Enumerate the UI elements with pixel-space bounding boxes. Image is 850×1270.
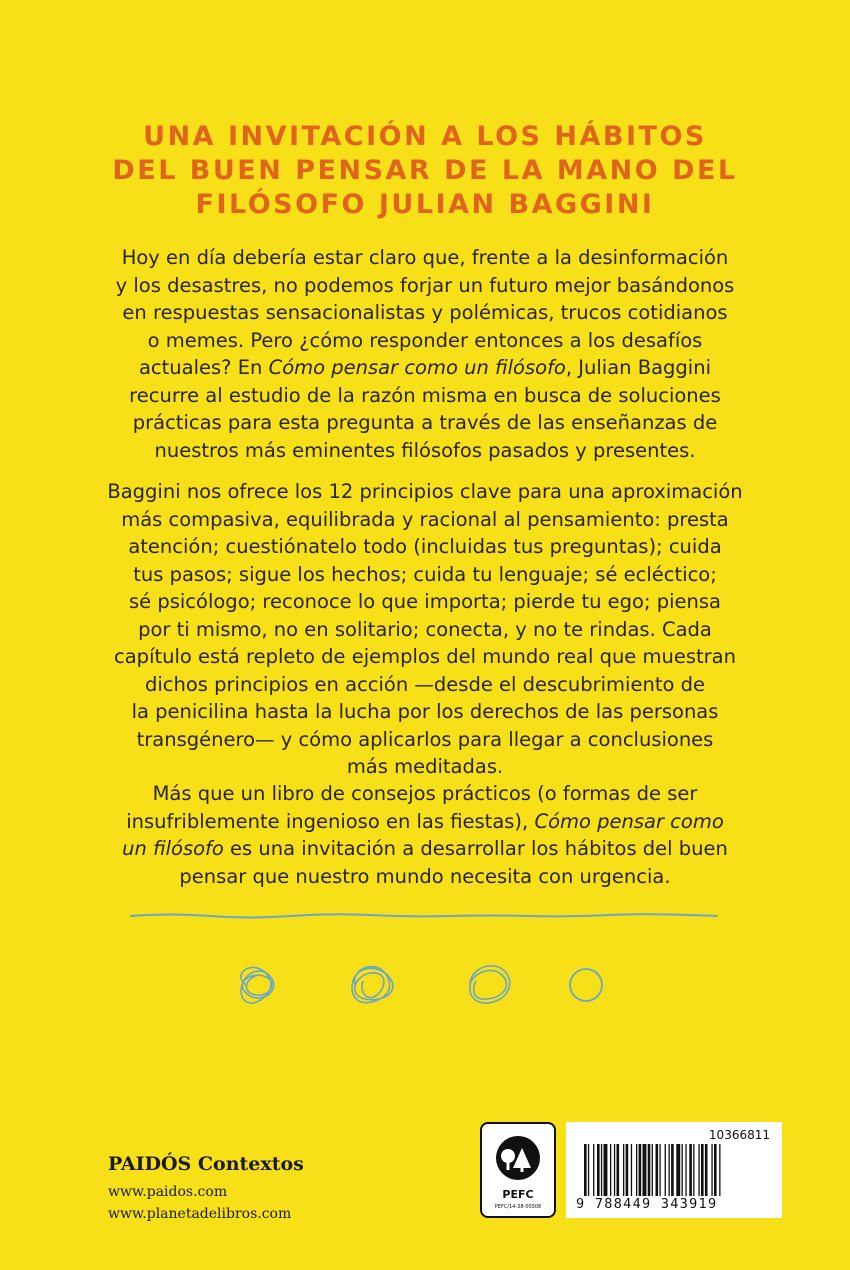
text-line: dichos principios en acción —desde el descubrimiento de — [145, 672, 705, 696]
paragraph-principles — [60, 478, 790, 781]
tangled-scribble-icon — [241, 967, 274, 1003]
barcode-bar — [659, 1144, 660, 1196]
text-line: la penicilina hasta la lucha por los derechos de las personas — [131, 700, 719, 723]
barcode-bar — [636, 1144, 637, 1196]
text-line: Más que un libro de consejos prácticos (o formas de ser — [152, 782, 698, 805]
barcode-bar — [656, 1144, 659, 1196]
pefc-code: PEFC/14-38-00308 — [494, 1204, 542, 1210]
publisher-url[interactable]: www.paidos.com — [108, 1184, 228, 1200]
text-line: o memes. Pero ¿cómo responder entonces a los desafíos — [147, 328, 703, 352]
barcode-bar — [617, 1144, 620, 1196]
barcode-bar — [597, 1144, 600, 1196]
text-line: más meditadas. — [346, 755, 504, 778]
pefc-tree-icon — [482, 1126, 554, 1188]
barcode-bar — [584, 1144, 587, 1196]
text-line: capítulo está repleto de ejemplos del mundo real que muestran — [114, 645, 736, 668]
barcode-bar — [631, 1144, 632, 1196]
barcode-bar — [705, 1144, 708, 1196]
barcode-bar — [685, 1144, 686, 1196]
tangled-scribble-icon — [352, 967, 393, 1003]
text-line: prácticas para esta pregunta a través de las enseñanzas de — [132, 411, 718, 434]
barcode-bar — [682, 1144, 683, 1196]
barcode-bar — [676, 1144, 680, 1196]
publisher-url[interactable]: www.planetadelibros.com — [108, 1206, 292, 1222]
text-span: es una invitación a desarrollar los hábitos del buen — [223, 837, 728, 860]
text-line: pensar que nuestro mundo necesita con urgencia. — [179, 864, 671, 888]
circle-icon — [570, 969, 602, 1001]
publisher-block — [108, 1153, 304, 1225]
text-line: tus pasos; sigue los hechos; cuida tu lenguaje; sé ecléctico; — [133, 562, 717, 586]
barcode-bar — [601, 1144, 602, 1196]
text-line: atención; cuestiónatelo todo (incluidas tus preguntas); cuida — [128, 535, 722, 558]
text-line — [60, 808, 790, 836]
headline-line: FILÓSOFO JULIAN BAGGINI — [195, 189, 655, 220]
scribble-sequence — [228, 955, 608, 1015]
barcode-bar — [623, 1144, 624, 1196]
text-span: , Julian Baggini — [565, 356, 712, 379]
barcode-bar — [610, 1144, 611, 1196]
text-line: nuestros más eminentes filósofos pasados y presentes. — [154, 438, 696, 462]
barcode-id: 10366811 — [708, 1128, 770, 1142]
isbn-digits: 9 788449 343919 — [576, 1196, 718, 1212]
barcode-bar — [588, 1144, 589, 1196]
text-line: en respuestas sensacionalistas y polémicas, trucos cotidianos — [122, 301, 728, 324]
barcode-bar — [604, 1144, 608, 1196]
text-span: actuales? En — [138, 356, 269, 379]
barcode-bar — [639, 1144, 642, 1196]
wavy-divider — [130, 910, 720, 922]
barcode-bar — [671, 1144, 674, 1196]
barcode-bar — [711, 1144, 712, 1196]
barcode-bar — [698, 1144, 699, 1196]
text-line: sé psicólogo; reconoce lo que importa; pierde tu ego; piensa — [129, 590, 721, 613]
barcode-bar — [693, 1144, 694, 1196]
paragraph-intro — [60, 244, 790, 464]
text-line — [60, 835, 790, 863]
pefc-certification-logo — [480, 1122, 556, 1218]
text-line: transgénero— y cómo aplicarlos para llegar a conclusiones — [136, 727, 714, 751]
headline-line: DEL BUEN PENSAR DE LA MANO DEL — [112, 155, 738, 186]
barcode-bar — [614, 1144, 615, 1196]
text-line: Baggini nos ofrece los 12 principios clave para una aproximación — [107, 480, 743, 503]
loose-scribble-icon — [470, 966, 510, 1003]
text-line — [60, 354, 790, 382]
headline-line: UNA INVITACIÓN A LOS HÁBITOS — [143, 121, 707, 152]
book-title: un filósofo — [122, 837, 224, 860]
publisher-brand: PAIDÓS Contextos — [108, 1153, 304, 1175]
barcode-bar — [669, 1144, 670, 1196]
barcode-bar — [593, 1144, 594, 1196]
text-line: más compasiva, equilibrada y racional al pensamiento: presta — [121, 507, 729, 531]
barcode-bar — [648, 1144, 651, 1196]
barcode-bar — [701, 1144, 704, 1196]
text-line: Hoy en día debería estar claro que, frente a la desinformación — [121, 246, 729, 269]
barcode-bar — [719, 1144, 720, 1196]
barcode-bar — [643, 1144, 647, 1196]
pefc-label: PEFC — [502, 1188, 534, 1201]
barcode-panel — [566, 1122, 782, 1218]
book-title: Cómo pensar como un filósofo — [268, 356, 566, 379]
text-line: y los desastres, no podemos forjar un futuro mejor basándonos — [115, 273, 735, 297]
text-line: recurre al estudio de la razón misma en busca de soluciones — [129, 383, 721, 407]
barcode-bar — [626, 1144, 629, 1196]
barcode-bar — [652, 1144, 653, 1196]
paragraph-closing — [60, 780, 790, 890]
barcode-bar — [665, 1144, 666, 1196]
barcode-bar — [689, 1144, 692, 1196]
text-span: insufriblemente ingenioso en las fiestas), — [126, 809, 529, 833]
barcode-bars — [576, 1144, 776, 1200]
text-line: por ti mismo, no en solitario; conecta, y no te rindas. Cada — [138, 617, 712, 641]
headline — [0, 120, 850, 222]
book-title: Cómo pensar como — [534, 809, 724, 833]
barcode-bar — [714, 1144, 717, 1196]
